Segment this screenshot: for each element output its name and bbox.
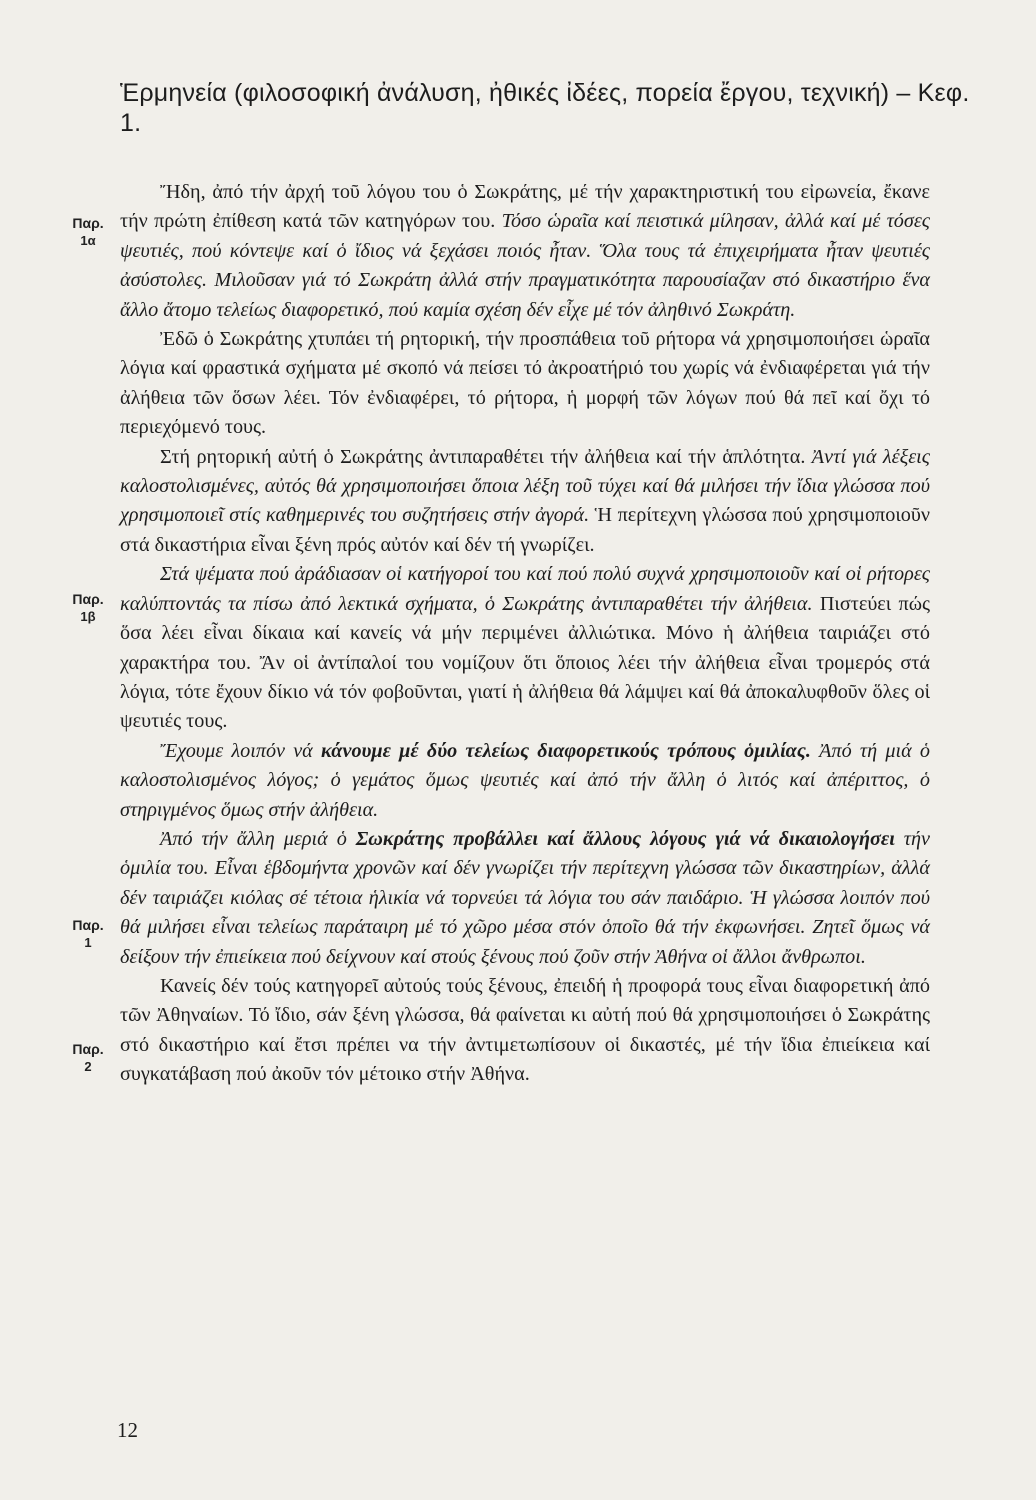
margin-note-par-1b [64,590,112,626]
italic-run: Ἀπό τήν ἄλλη μεριά ὁ [160,827,356,850]
paragraph [120,443,930,561]
page-number: 12 [117,1418,138,1442]
text-run: Στή ρητορική αὐτή ὁ Σωκράτης ἀντιπαραθέτει τήν ἀλήθεια καί τήν ἁπλότητα. [160,445,812,468]
section-heading: Ἑρμηνεία (φιλοσοφική ἀνάλυση, ἠθικές ἰδέες, πορεία ἔργου, τεχνική) – Κεφ. 1. [120,79,970,137]
margin-note-label: Παρ. [72,917,104,933]
paragraph [120,825,930,972]
bold-run: Σωκράτης προβάλλει καί ἄλλους λόγους γιά νά δικαιολογήσει [355,827,895,850]
text-run: Κανείς δέν τούς κατηγορεῖ αὐτούς τούς ξένους, ἐπειδή ἡ προφορά τους εἶναι διαφορετική ἀπό τῶν Ἀθηναίων. Τό ἴδιο, σάν ξένη γλώσσα, θά φαίνεται κι αὐτή πού θά χρησιμοποιήσει ὁ Σωκράτης στό δικαστήριο καί ἔτσι πρέπει να τήν ἀντιμετωπίσουν οἱ δικαστές, μέ τήν ἴδια ἐπιείκεια καί συγκατάβαση πού ἀκοῦν τόν μέτοικο στήν Ἀθήνα. [120,974,930,1086]
paragraph [120,178,930,325]
margin-note-number: 1β [80,609,96,624]
italic-run: τήν ὁμιλία του. Εἶναι ἑβδομήντα χρονῶν καί δέν γνωρίζει τήν περίτεχνη γλώσσα τῶν δικαστηρίων, ἀλλά δέν ταιριάζει κιόλας σέ τέτοια ἡλικία νά τορνεύει τά λόγια του σάν παιδάριο. Ἡ γλώσσα λοιπόν πού θά μιλήσει εἶναι τελείως παράταιρη μέ τό χῶρο μέσα στόν ὁποῖο θά τήν ἐκφωνήσει. Ζητεῖ ὅμως νά δείξουν τήν ἐπιείκεια πού δείχνουν καί στούς ξένους πού ζοῦν στήν Ἀθήνα οἱ ἄλλοι ἄνθρωποι. [120,827,930,968]
margin-note-label: Παρ. [72,1041,104,1057]
italic-run: Στά ψέματα πού ἀράδιασαν οἱ κατήγοροί του καί πού πολύ συχνά χρησιμοποιοῦν καί οἱ ρήτορες καλύπτοντάς τα πίσω ἀπό λεκτικά σχήματα, ὁ Σωκράτης ἀντιπαραθέτει τήν ἀλήθεια. [120,563,930,615]
text-run: Πιστεύει πώς ὅσα λέει εἶναι δίκαια καί κανείς νά μήν περιμένει ἀλλιώτικα. Μόνο ἡ ἀλήθεια ταιριάζει στό χαρακτήρα του. Ἄν οἱ ἀντίπαλοί του νομίζουν ὅτι ὅποιος λέει τήν ἀλήθεια εἶναι τρομερός στά λόγια, τότε ἔχουν δίκιο νά τόν φοβοῦνται, γιατί ἡ ἀλήθεια θά λάμψει καί θά ἀποκαλυφθοῦν ὅλες οἱ ψευτιές τους. [120,592,930,733]
bold-run: κάνουμε μέ δύο τελείως διαφορετικούς τρόπους ὁμιλίας. [321,739,811,762]
italic-run: Ἔχουμε λοιπόν νά [160,739,321,762]
body-text [120,178,930,1090]
italic-run: Ἀντί γιά λέξεις καλοστολισμένες, αὐτός θά χρησιμοποιήσει ὅποια λέξη τοῦ τύχει καί θά μιλήσει τήν ἴδια γλώσσα πού χρησιμοποιεῖ στίς καθημερινές του συζητήσεις στήν ἀγορά. [120,445,930,527]
margin-note-number: 1 [84,935,92,950]
text-run: Ἡ περίτεχνη γλώσσα πού χρησιμοποιοῦν στά δικαστήρια εἶναι ξένη πρός αὐτόν καί δέν τή γνωρίζει. [120,504,930,556]
margin-note-par-1 [64,916,112,952]
margin-note-label: Παρ. [72,591,104,607]
italic-run: Ἀπό τή μιά ὁ καλοστολισμένος λόγος; ὁ γεμάτος ὅμως ψευτιές καί ἀπό τήν ἄλλη ὁ λιτός καί ἀπέριττος, ὁ στηριγμένος ὅμως στήν ἀλήθεια. [120,739,930,821]
paragraph [120,972,930,1090]
margin-note-number: 1α [80,233,96,248]
paragraph [120,325,930,443]
margin-note-label: Παρ. [72,215,104,231]
margin-note-number: 2 [84,1059,92,1074]
text-run: Ἤδη, ἀπό τήν ἀρχή τοῦ λόγου του ὁ Σωκράτης, μέ τήν χαρακτηριστική του εἰρωνεία, ἔκανε τήν πρώτη ἐπίθεση κατά τῶν κατηγόρων του. [120,181,930,233]
text-run: Ἐδῶ ὁ Σωκράτης χτυπάει τή ρητορική, τήν προσπάθεια τοῦ ρήτορα νά χρησιμοποιήσει ὡραῖα λόγια καί φραστικά σχήματα μέ σκοπό νά πείσει τό ἀκροατήριό του χωρίς νά ἐνδιαφέρεται γιά τήν ἀλήθεια τῶν ὅσων λέει. Τόν ἐνδιαφέρει, τό ρήτορα, ἡ μορφή τῶν λόγων πού θά πεῖ καί ὄχι τό περιεχόμενό τους. [120,328,930,439]
paragraph [120,737,930,825]
italic-run: Τόσο ὡραῖα καί πειστικά μίλησαν, ἀλλά καί μέ τόσες ψευτιές, πού κόντεψε καί ὁ ἴδιος νά ξεχάσει ποιός ἦταν. Ὅλα τους τά ἐπιχειρήματα ἦταν ψευτιές ἀσύστολες. Μιλοῦσαν γιά τό Σωκράτη ἀλλά στήν πραγματικότητα παρουσίαζαν στό δικαστήριο ἕνα ἄλλο ἄτομο τελείως διαφορετικό, πού καμία σχέση δέν εἶχε μέ τόν ἀληθινό Σωκράτη. [120,210,930,321]
paragraph [120,560,930,736]
margin-note-par-2 [64,1040,112,1076]
margin-note-par-1a [64,214,112,250]
